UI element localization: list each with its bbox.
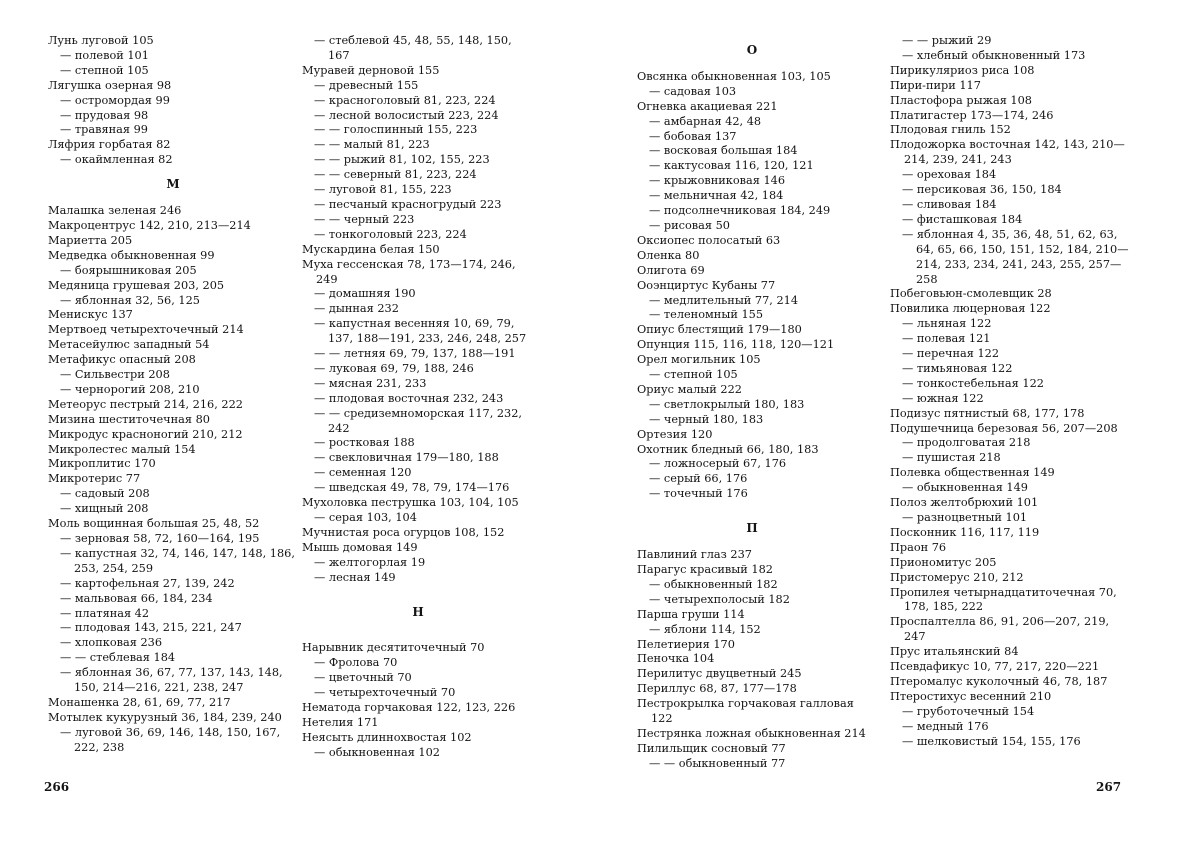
index-subentry: — домашняя 190: [314, 287, 416, 301]
index-subentry: — льняная 122: [902, 317, 992, 331]
index-subentry: — плодовая восточная 232, 243: [314, 391, 504, 405]
section-letter: М: [166, 177, 180, 192]
index-entry: Опиус блестящий 179—180: [637, 323, 802, 337]
index-column-2: [302, 34, 534, 761]
index-subentry: — полевая 121: [902, 332, 991, 346]
index-subentry: — остромордая 99: [60, 93, 170, 107]
index-subentry: — желтогорлая 19: [314, 555, 426, 569]
index-entry: Павлиний глаз 237: [637, 548, 752, 562]
index-subentry: — хищный 208: [60, 502, 149, 516]
index-subentry: — плодовая 143, 215, 221, 247: [60, 621, 242, 635]
index-subentry: — травяная 99: [60, 123, 148, 137]
index-entry: Подизус пятнистый 68, 177, 178: [890, 406, 1085, 420]
index-subentry: — семенная 120: [314, 466, 412, 480]
index-subentry: — зерновая 58, 72, 160—164, 195: [60, 532, 260, 545]
index-subentry: — красноголовый 81, 223, 224: [314, 93, 496, 107]
index-entry: Лунь луговой 105: [48, 34, 154, 47]
index-subentry: — светлокрылый 180, 183: [649, 397, 805, 411]
index-subentry: — луговой 81, 155, 223: [314, 183, 452, 197]
index-subentry: — тонкостебельная 122: [902, 376, 1044, 390]
index-entry: Праон 76: [890, 540, 947, 554]
index-subentry: — Сильвестри 208: [60, 368, 170, 382]
index-subentry: — яблонная 32, 56, 125: [60, 293, 200, 307]
index-subentry: — обыкновенная 149: [902, 481, 1028, 495]
index-entry: Мухоловка пеструшка 103, 104, 105: [302, 496, 519, 510]
index-subentry: — хлебный обыкновенный 173: [902, 48, 1086, 62]
index-subentry: — полевой 101: [60, 48, 149, 62]
index-subentry: — тимьяновая 122: [902, 361, 1013, 375]
index-subentry: — ложносерый 67, 176: [649, 457, 787, 471]
index-subentry: — окаймленная 82: [60, 153, 173, 167]
index-column-1: [48, 34, 298, 756]
index-entry: Микролестес малый 154: [48, 442, 196, 456]
index-subentry: — садовый 208: [60, 487, 150, 501]
index-subentry: — Фролова 70: [314, 656, 398, 670]
index-entry: Макроцентрус 142, 210, 213—214: [48, 218, 251, 232]
index-subentry: — — черный 223: [314, 212, 415, 226]
index-subentry: — лесной волосистый 223, 224: [314, 108, 499, 122]
index-entry: Медяница грушевая 203, 205: [48, 278, 225, 292]
index-subentry: — кактусовая 116, 120, 121: [649, 159, 814, 173]
index-subentry: — хлопковая 236: [60, 636, 163, 650]
index-subentry: — яблони 114, 152: [649, 622, 761, 636]
index-entry: Олигота 69: [637, 263, 705, 277]
index-entry: Ориус малый 222: [637, 382, 742, 396]
index-entry: Парша груши 114: [637, 607, 745, 621]
index-subentry: — степной 105: [649, 368, 738, 382]
index-subentry: — луговой 36, 69, 146, 148, 150, 167, 222, 238: [60, 725, 281, 754]
index-entry: Оленка 80: [637, 248, 700, 262]
index-entry: Полоз желтобрюхий 101: [890, 496, 1039, 510]
index-subentry: — перечная 122: [902, 347, 1000, 361]
index-subentry: — восковая большая 184: [649, 144, 798, 158]
index-subentry: — чернорогий 208, 210: [60, 382, 200, 396]
index-entry: Микродус красноногий 210, 212: [48, 427, 243, 441]
index-subentry: — черный 180, 183: [649, 412, 764, 426]
index-subentry: — амбарная 42, 48: [649, 114, 762, 128]
index-subentry: — фисташковая 184: [902, 212, 1023, 226]
index-entry: Побеговьюн-смолевщик 28: [890, 287, 1052, 301]
index-entry: Неясыть длиннохвостая 102: [302, 730, 472, 744]
index-subentry: — медный 176: [902, 719, 989, 733]
section-letter: О: [746, 43, 758, 57]
index-subentry: — боярышниковая 205: [60, 263, 197, 277]
index-entry: Метасейулюс западный 54: [48, 338, 210, 352]
spacer: [637, 502, 867, 512]
index-subentry: — четырехполосый 182: [649, 592, 790, 606]
index-entry: Опунция 115, 116, 118, 120—121: [637, 338, 835, 352]
index-subentry: — серая 103, 104: [314, 511, 417, 524]
spacer: [302, 631, 534, 641]
index-subentry: — медлительный 77, 214: [649, 293, 799, 307]
index-entry: Пластофора рыжая 108: [890, 93, 1032, 107]
index-subentry: — — голоспинный 155, 223: [314, 123, 478, 137]
index-entry: Приономитус 205: [890, 555, 997, 569]
index-subentry: — садовая 103: [649, 84, 737, 98]
index-entry: Оксиопес полосатый 63: [637, 233, 781, 247]
index-subentry: — пушистая 218: [902, 451, 1001, 465]
index-subentry: — песчаный красногрудый 223: [314, 197, 502, 211]
index-entry: Микротерис 77: [48, 472, 141, 486]
index-subentry: — южная 122: [902, 391, 984, 405]
index-entry: Пири-пири 117: [890, 78, 981, 92]
index-entry: Моль вощинная большая 25, 48, 52: [48, 517, 260, 531]
index-entry: Монашенка 28, 61, 69, 77, 217: [48, 695, 231, 709]
index-subentry: — тонкоголовый 223, 224: [314, 227, 467, 241]
index-entry: Лягушка озерная 98: [48, 78, 172, 92]
index-entry: Ляфрия горбатая 82: [48, 138, 171, 152]
index-entry: Периллус 68, 87, 177—178: [637, 682, 797, 696]
index-subentry: — яблонная 4, 35, 36, 48, 51, 62, 63, 64, 65, 66, 150, 151, 152, 184, 210—214, 233, 234, 241, 243, 255, 257—258: [902, 227, 1129, 286]
index-entry: Перилитус двуцветный 245: [637, 667, 802, 681]
index-entry: Менискус 137: [48, 308, 133, 322]
page-number-right: 267: [1096, 780, 1122, 794]
index-entry: Нетелия 171: [302, 715, 379, 729]
index-subentry: — серый 66, 176: [649, 472, 748, 486]
index-subentry: — крыжовниковая 146: [649, 174, 786, 188]
index-subentry: — бобовая 137: [649, 129, 737, 143]
index-entry: Медведка обыкновенная 99: [48, 248, 215, 262]
index-subentry: — цветочный 70: [314, 671, 412, 685]
index-entry: Муравей дерновой 155: [302, 63, 440, 77]
index-entry: Пирикуляриоз риса 108: [890, 63, 1035, 77]
index-entry: Пропилея четырнадцатиточечная 70, 178, 185, 222: [890, 585, 1117, 614]
index-entry: Мышь домовая 149: [302, 540, 418, 554]
index-column-3: [637, 34, 867, 772]
index-subentry: — яблонная 36, 67, 77, 137, 143, 148, 150, 214—216, 221, 238, 247: [60, 666, 283, 695]
index-entry: Мускардина белая 150: [302, 242, 440, 256]
index-entry: Платигастер 173—174, 246: [890, 108, 1054, 122]
index-subentry: — обыкновенная 102: [314, 745, 440, 759]
index-entry: Псевдафикус 10, 77, 217, 220—221: [890, 660, 1100, 674]
index-entry: Ортезия 120: [637, 427, 713, 441]
index-entry: Орел могильник 105: [637, 353, 761, 367]
index-subentry: — — летняя 69, 79, 137, 188—191: [314, 347, 516, 361]
index-entry: Нарывник десятиточечный 70: [302, 641, 485, 655]
index-subentry: — продолговатая 218: [902, 436, 1031, 450]
index-subentry: — мельничная 42, 184: [649, 189, 784, 203]
index-subentry: — — обыкновенный 77: [649, 756, 786, 770]
index-entry: Пилильщик сосновый 77: [637, 741, 786, 755]
index-entry: Мучнистая роса огурцов 108, 152: [302, 525, 505, 539]
index-subentry: — стеблевой 45, 48, 55, 148, 150, 167: [314, 34, 512, 62]
index-subentry: — — рыжий 81, 102, 155, 223: [314, 153, 490, 167]
index-entry: Микроплитис 170: [48, 457, 156, 471]
page-number-left: 266: [44, 780, 70, 794]
index-subentry: — точечный 176: [649, 487, 748, 501]
index-subentry: — степной 105: [60, 63, 149, 77]
index-subentry: — — рыжий 29: [902, 34, 992, 47]
index-entry: Плодожорка восточная 142, 143, 210—214, 239, 241, 243: [890, 138, 1125, 167]
index-column-4: [890, 34, 1130, 750]
index-subentry: — мальвовая 66, 184, 234: [60, 591, 213, 605]
index-subentry: — платяная 42: [60, 606, 150, 620]
index-subentry: — капустная весенняя 10, 69, 79, 137, 188—191, 233, 246, 248, 257: [314, 317, 527, 346]
index-subentry: — разноцветный 101: [902, 511, 1028, 524]
spacer: [302, 586, 534, 596]
index-subentry: — сливовая 184: [902, 197, 997, 211]
index-subentry: — древесный 155: [314, 78, 419, 92]
index-subentry: — картофельная 27, 139, 242: [60, 576, 235, 590]
index-subentry: — прудовая 98: [60, 108, 149, 122]
index-entry: Муха гессенская 78, 173—174, 246, 249: [302, 257, 516, 286]
index-entry: Мизина шеститочечная 80: [48, 412, 210, 426]
section-letter: П: [746, 521, 758, 536]
index-entry: Посконник 116, 117, 119: [890, 525, 1040, 539]
index-subentry: — мясная 231, 233: [314, 376, 427, 390]
index-entry: Мертвоед четырехточечный 214: [48, 323, 244, 337]
index-entry: Повилика люцерновая 122: [890, 302, 1051, 316]
index-entry: Подушечница березовая 56, 207—208: [890, 421, 1118, 435]
index-entry: Овсянка обыкновенная 103, 105: [637, 69, 831, 83]
index-subentry: — персиковая 36, 150, 184: [902, 183, 1062, 197]
index-subentry: — шведская 49, 78, 79, 174—176: [314, 481, 510, 495]
index-subentry: — подсолнечниковая 184, 249: [649, 204, 831, 218]
index-subentry: — ростковая 188: [314, 436, 415, 450]
index-subentry: — — северный 81, 223, 224: [314, 168, 477, 182]
index-entry: Птеростихус весенний 210: [890, 689, 1052, 703]
index-entry: Мотылек кукурузный 36, 184, 239, 240: [48, 710, 282, 724]
index-subentry: — капустная 32, 74, 146, 147, 148, 186, 253, 254, 259: [60, 546, 295, 575]
index-entry: Плодовая гниль 152: [890, 123, 1011, 137]
index-entry: Пестрянка ложная обыкновенная 214: [637, 726, 866, 740]
index-subentry: — — стеблевая 184: [60, 651, 176, 665]
index-subentry: — свекловичная 179—180, 188: [314, 451, 499, 465]
index-entry: Пристомерус 210, 212: [890, 570, 1024, 584]
index-entry: Охотник бледный 66, 180, 183: [637, 442, 819, 456]
index-entry: Проспалтелла 86, 91, 206—207, 219, 247: [890, 615, 1110, 644]
index-entry: Прус итальянский 84: [890, 645, 1019, 659]
index-subentry: — — средиземноморская 117, 232, 242: [314, 406, 523, 435]
index-subentry: — ореховая 184: [902, 168, 997, 182]
index-entry: Пеночка 104: [637, 652, 715, 666]
index-entry: Пелетиерия 170: [637, 637, 735, 651]
index-entry: Мариетта 205: [48, 233, 133, 247]
index-subentry: — — малый 81, 223: [314, 138, 430, 152]
index-subentry: — теленомный 155: [649, 308, 764, 322]
index-subentry: — лесная 149: [314, 570, 396, 584]
index-subentry: — луковая 69, 79, 188, 246: [314, 361, 474, 375]
index-subentry: — дынная 232: [314, 302, 399, 316]
index-subentry: — рисовая 50: [649, 218, 730, 232]
index-entry: Нематода горчаковая 122, 123, 226: [302, 701, 516, 715]
index-subentry: — четырехточечный 70: [314, 686, 456, 700]
index-entry: Ооэнциртус Кубаны 77: [637, 278, 776, 292]
index-entry: Метафикус опасный 208: [48, 353, 196, 367]
index-entry: Птеромалус куколочный 46, 78, 187: [890, 674, 1108, 688]
index-subentry: — груботочечный 154: [902, 704, 1035, 718]
index-entry: Пестрокрылка горчаковая галловая 122: [637, 697, 854, 726]
index-entry: Малашка зеленая 246: [48, 204, 182, 218]
index-entry: Огневка акациевая 221: [637, 99, 778, 113]
index-subentry: — шелковистый 154, 155, 176: [902, 734, 1081, 748]
index-entry: Парагус красивый 182: [637, 563, 773, 576]
index-subentry: — обыкновенный 182: [649, 577, 778, 591]
section-letter: Н: [412, 604, 424, 619]
index-entry: Метеорус пестрый 214, 216, 222: [48, 397, 243, 411]
index-entry: Полевка общественная 149: [890, 466, 1055, 480]
